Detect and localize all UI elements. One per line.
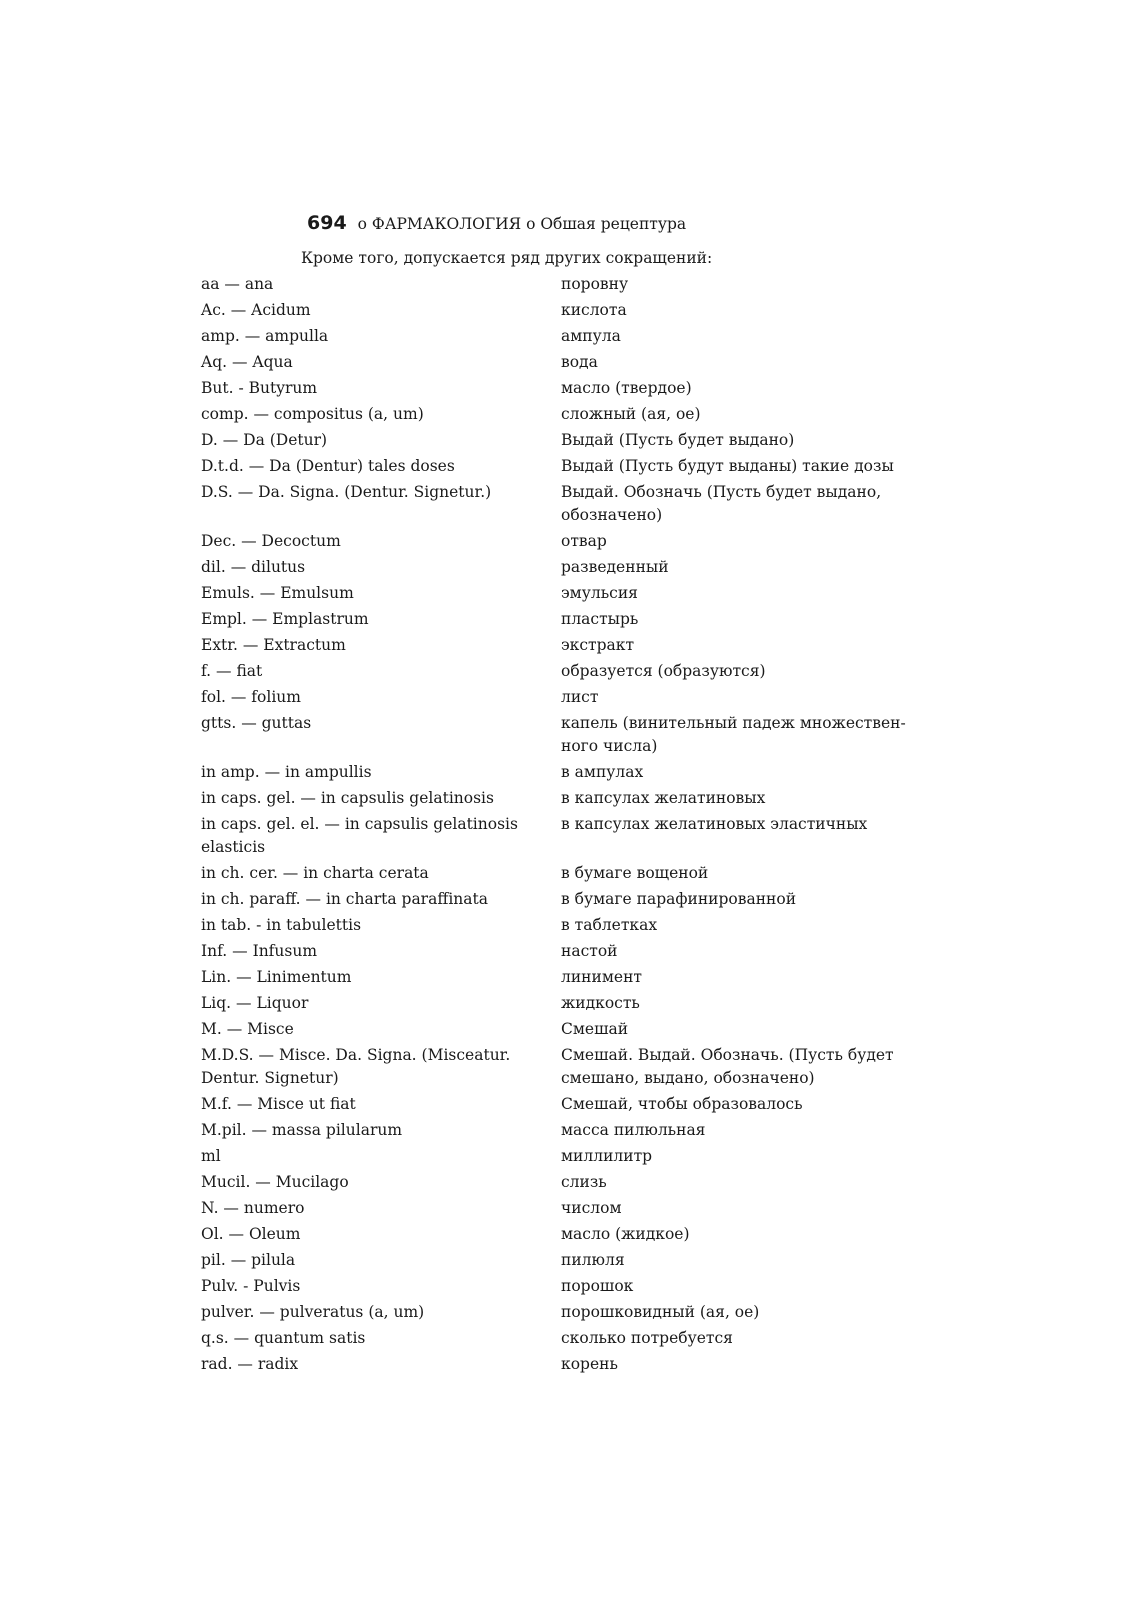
abbreviation-row <box>201 1197 921 1223</box>
latin-abbreviation: ml <box>201 1147 221 1165</box>
russian-translation: корень <box>561 1355 618 1373</box>
latin-abbreviation: D.S. — Da. Signa. (Dentur. Signetur.) <box>201 483 492 501</box>
running-title: о ФАРМАКОЛОГИЯ о Обшая рецептура <box>357 215 687 233</box>
russian-translation: лист <box>561 688 599 706</box>
latin-abbreviation: M.f. — Misce ut fiat <box>201 1095 356 1113</box>
latin-abbreviation: Ac. — Acidum <box>201 301 311 319</box>
abbreviation-row <box>201 273 921 299</box>
latin-abbreviation: in amp. — in ampullis <box>201 763 372 781</box>
russian-translation: Смешай <box>561 1020 629 1038</box>
abbreviation-row <box>201 377 921 403</box>
latin-abbreviation: D. — Da (Detur) <box>201 431 328 449</box>
abbreviation-table <box>201 273 921 1379</box>
russian-translation: Выдай (Пусть будет выдано) <box>561 431 795 449</box>
latin-abbreviation: Liq. — Liquor <box>201 994 309 1012</box>
russian-translation: вода <box>561 353 598 371</box>
latin-abbreviation: in ch. cer. — in charta cerata <box>201 864 429 882</box>
russian-translation: разведенный <box>561 558 669 576</box>
russian-translation: сложный (ая, ое) <box>561 405 701 423</box>
abbreviation-row <box>201 1119 921 1145</box>
russian-translation: поровну <box>561 275 629 293</box>
abbreviation-row <box>201 712 921 761</box>
page-header <box>307 212 686 234</box>
abbreviation-row <box>201 1223 921 1249</box>
latin-abbreviation: Aq. — Aqua <box>201 353 293 371</box>
abbreviation-row <box>201 660 921 686</box>
abbreviation-row <box>201 455 921 481</box>
abbreviation-row <box>201 813 921 862</box>
russian-translation: Смешай, чтобы образовалось <box>561 1095 803 1113</box>
latin-abbreviation: pil. — pilula <box>201 1251 296 1269</box>
abbreviation-row <box>201 1301 921 1327</box>
latin-abbreviation: pulver. — pulveratus (a, um) <box>201 1303 425 1321</box>
russian-translation: отвар <box>561 532 607 550</box>
latin-abbreviation: But. - Butyrum <box>201 379 318 397</box>
russian-translation: пластырь <box>561 610 639 628</box>
abbreviation-row <box>201 992 921 1018</box>
russian-translation: масса пилюльная <box>561 1121 706 1139</box>
latin-abbreviation: M.D.S. — Misce. Da. Signa. (Misceatur. Dentur. Signetur) <box>201 1046 511 1087</box>
abbreviation-row <box>201 1327 921 1353</box>
abbreviation-row <box>201 1171 921 1197</box>
russian-translation: жидкость <box>561 994 640 1012</box>
abbreviation-row <box>201 1018 921 1044</box>
russian-translation: Смешай. Выдай. Обозначь. (Пусть будет смешано, выдано, обозначено) <box>561 1046 894 1087</box>
latin-abbreviation: fol. — folium <box>201 688 301 706</box>
abbreviation-row <box>201 1044 921 1093</box>
latin-abbreviation: in tab. - in tabulettis <box>201 916 362 934</box>
latin-abbreviation: aa — ana <box>201 275 274 293</box>
russian-translation: масло (твердое) <box>561 379 692 397</box>
abbreviation-row <box>201 1093 921 1119</box>
latin-abbreviation: Pulv. - Pulvis <box>201 1277 301 1295</box>
russian-translation: в ампулах <box>561 763 644 781</box>
latin-abbreviation: q.s. — quantum satis <box>201 1329 366 1347</box>
latin-abbreviation: Inf. — Infusum <box>201 942 318 960</box>
russian-translation: экстракт <box>561 636 635 654</box>
abbreviation-row <box>201 325 921 351</box>
latin-abbreviation: N. — numero <box>201 1199 305 1217</box>
abbreviation-row <box>201 351 921 377</box>
latin-abbreviation: in caps. gel. — in capsulis gelatinosis <box>201 789 494 807</box>
abbreviation-row <box>201 530 921 556</box>
latin-abbreviation: Extr. — Extractum <box>201 636 346 654</box>
page-number: 694 <box>307 212 347 234</box>
russian-translation: числом <box>561 1199 622 1217</box>
abbreviation-row <box>201 403 921 429</box>
latin-abbreviation: M. — Misce <box>201 1020 294 1038</box>
russian-translation: капель (винительный падеж множествен-ного числа) <box>561 714 906 755</box>
abbreviation-row <box>201 686 921 712</box>
abbreviation-row <box>201 761 921 787</box>
russian-translation: Выдай. Обозначь (Пусть будет выдано, обозначено) <box>561 483 882 524</box>
abbreviation-row <box>201 787 921 813</box>
abbreviation-row <box>201 481 921 530</box>
abbreviation-row <box>201 299 921 325</box>
russian-translation: ампула <box>561 327 621 345</box>
abbreviation-row <box>201 940 921 966</box>
abbreviation-row <box>201 914 921 940</box>
latin-abbreviation: Lin. — Linimentum <box>201 968 352 986</box>
abbreviation-row <box>201 1275 921 1301</box>
latin-abbreviation: M.pil. — massa pilularum <box>201 1121 403 1139</box>
russian-translation: эмульсия <box>561 584 638 602</box>
latin-abbreviation: f. — fiat <box>201 662 263 680</box>
latin-abbreviation: rad. — radix <box>201 1355 299 1373</box>
russian-translation: сколько потребуется <box>561 1329 733 1347</box>
russian-translation: линимент <box>561 968 642 986</box>
abbreviation-row <box>201 1353 921 1379</box>
latin-abbreviation: Emuls. — Emulsum <box>201 584 354 602</box>
russian-translation: слизь <box>561 1173 607 1191</box>
abbreviation-row <box>201 862 921 888</box>
abbreviation-row <box>201 1249 921 1275</box>
abbreviation-row <box>201 966 921 992</box>
russian-translation: кислота <box>561 301 627 319</box>
russian-translation: Выдай (Пусть будут выданы) такие дозы <box>561 457 894 475</box>
latin-abbreviation: Mucil. — Mucilago <box>201 1173 349 1191</box>
abbreviation-row <box>201 634 921 660</box>
intro-text: Кроме того, допускается ряд других сокращений: <box>301 249 713 267</box>
russian-translation: настой <box>561 942 618 960</box>
russian-translation: порошок <box>561 1277 634 1295</box>
russian-translation: масло (жидкое) <box>561 1225 690 1243</box>
russian-translation: пилюля <box>561 1251 625 1269</box>
abbreviation-row <box>201 582 921 608</box>
abbreviation-row <box>201 556 921 582</box>
latin-abbreviation: Dec. — Decoctum <box>201 532 341 550</box>
latin-abbreviation: in caps. gel. el. — in capsulis gelatinosis elasticis <box>201 815 518 856</box>
russian-translation: в капсулах желатиновых эластичных <box>561 815 868 833</box>
latin-abbreviation: gtts. — guttas <box>201 714 312 732</box>
abbreviation-row <box>201 1145 921 1171</box>
abbreviation-row <box>201 888 921 914</box>
abbreviation-row <box>201 429 921 455</box>
russian-translation: образуется (образуются) <box>561 662 766 680</box>
latin-abbreviation: Empl. — Emplastrum <box>201 610 369 628</box>
latin-abbreviation: in ch. paraff. — in charta paraffinata <box>201 890 488 908</box>
latin-abbreviation: comp. — compositus (a, um) <box>201 405 424 423</box>
latin-abbreviation: amp. — ampulla <box>201 327 329 345</box>
latin-abbreviation: D.t.d. — Da (Dentur) tales doses <box>201 457 455 475</box>
latin-abbreviation: Ol. — Oleum <box>201 1225 301 1243</box>
russian-translation: миллилитр <box>561 1147 653 1165</box>
abbreviation-row <box>201 608 921 634</box>
latin-abbreviation: dil. — dilutus <box>201 558 306 576</box>
russian-translation: в капсулах желатиновых <box>561 789 766 807</box>
russian-translation: в бумаге вощеной <box>561 864 709 882</box>
russian-translation: в таблетках <box>561 916 658 934</box>
russian-translation: порошковидный (ая, ое) <box>561 1303 760 1321</box>
russian-translation: в бумаге парафинированной <box>561 890 797 908</box>
